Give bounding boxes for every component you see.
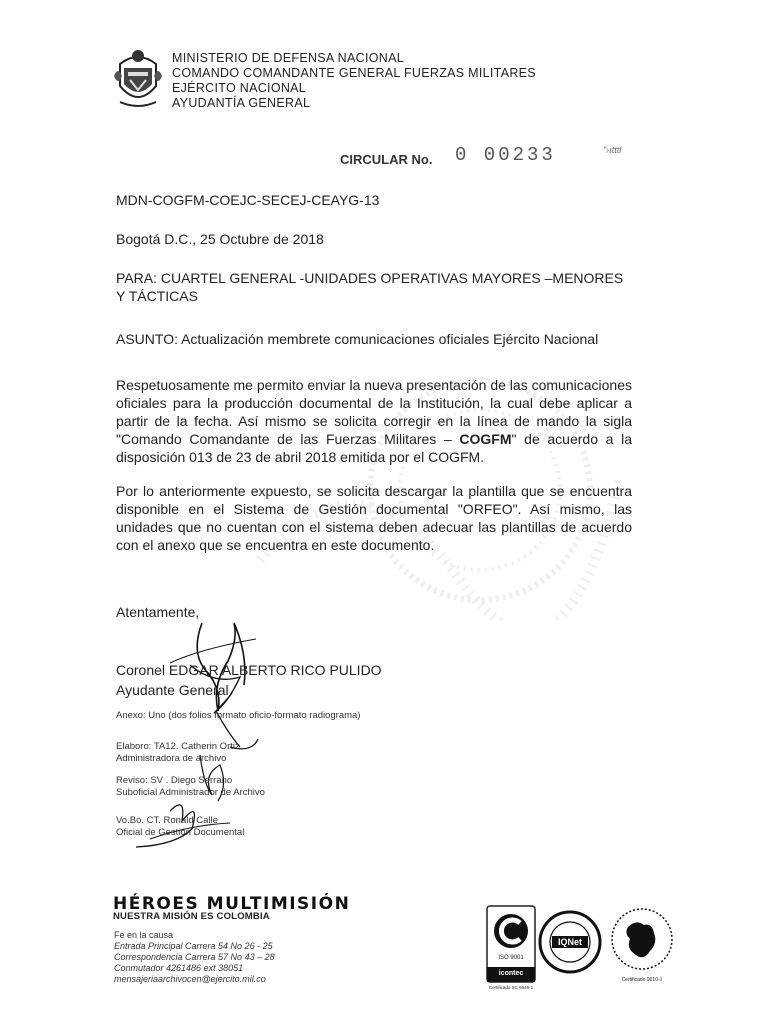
colombia-seal-icon <box>610 905 674 975</box>
iqnet-label: IQNet <box>557 937 582 947</box>
acronym-bold: COGFM <box>459 431 512 447</box>
header-line: EJÉRCITO NACIONAL <box>172 81 307 95</box>
header-line: MINISTERIO DE DEFENSA NACIONAL <box>172 51 404 65</box>
iqnet-logo <box>538 910 602 974</box>
circular-label: CIRCULAR No. <box>340 152 433 167</box>
footer-motto: Fe en la causa <box>114 930 174 940</box>
subject-line: ASUNTO: Actualización membrete comunicaciones oficiales Ejército Nacional <box>116 331 599 347</box>
body-paragraph-1 <box>116 376 632 466</box>
footer-brand: HÉROES MULTIMISIÓN <box>113 894 351 914</box>
footer-email: mensajeriaarchivocen@ejercito.mil.co <box>114 974 266 984</box>
iso-label: ISO 9001 <box>498 955 524 961</box>
prepared-by: Elaboro: TA12. Catherin Ortiz <box>116 741 240 752</box>
signatory-name: Coronel EDGAR ALBERTO RICO PULIDO <box>116 662 382 678</box>
footer-address: Entrada Principal Carrera 54 No 26 - 25 <box>114 941 273 951</box>
letterhead <box>172 51 536 111</box>
approved-by: Vo.Bo. CT. Ronald Calle <box>116 815 218 826</box>
body-paragraph-2: Por lo anteriormente expuesto, se solicita descargar la plantilla que se encuentra disponible en el Sistema de Gestión documental "ORFEO". Así mismo, las unidades que no cuentan con el sistema deben adecuar las plantillas de acuerdo con el anexo que se encuentra en este documento. <box>116 483 632 553</box>
recipient-line-1: PARA: CUARTEL GENERAL -UNIDADES OPERATIVAS MAYORES –MENORES <box>116 270 624 286</box>
annex-note: Anexo: Uno (dos folios formato oficio-formato radiograma) <box>116 710 361 721</box>
header-line: COMANDO COMANDANTE GENERAL FUERZAS MILITARES <box>172 66 536 80</box>
approved-by-role: Oficial de Gestión Documental <box>116 827 245 838</box>
iso-certification-logo <box>486 905 536 997</box>
national-seal-logo <box>610 905 674 989</box>
icontec-label: icontec <box>498 970 524 977</box>
reference-code: MDN-COGFM-COEJC-SECEJ-CEAYG-13 <box>116 192 380 208</box>
header-line: AYUDANTÍA GENERAL <box>172 96 311 110</box>
reviewed-by: Reviso: SV . Diego Serrano <box>116 775 233 786</box>
circular-mark: "›ıtttl <box>603 145 622 155</box>
recipient-line-2: Y TÁCTICAS <box>116 288 198 304</box>
circular-number: 0 00233 <box>455 144 556 166</box>
reviewed-by-role: Suboficial Administrador de Archivo <box>116 787 265 798</box>
cert-code: Certificado SC 6545-1 <box>488 985 534 990</box>
date-line: Bogotá D.C., 25 Octubre de 2018 <box>116 231 324 247</box>
footer-contact <box>114 930 275 985</box>
coat-of-arms-icon <box>112 46 164 110</box>
footer-phone: Conmutador 4261486 ext 38051 <box>114 963 244 973</box>
footer-address: Correspondencia Carrera 57 No 43 – 28 <box>114 952 275 962</box>
signatory-title: Ayudante General <box>116 682 229 698</box>
footer-subtitle: NUESTRA MISIÓN ES COLOMBIA <box>113 911 270 922</box>
paragraph-text: Respetuosamente me permito enviar la nueva presentación de las comunicaciones oficiales para la producción documental de la Institución, la cual debe aplicar a partir de la fecha. Así mismo se solicita corregir en la línea de mando la sigla "Comando Comandante de las Fuerzas Militares – <box>116 377 632 447</box>
closing: Atentamente, <box>116 604 200 620</box>
prepared-by-role: Administradora de archivo <box>116 753 227 764</box>
paragraph-text: " de acuerdo a la disposición 013 de 23 de abril 2018 emitida por el COGFM. <box>116 431 632 465</box>
cert-code: Certificado 9010-1 <box>621 977 663 983</box>
